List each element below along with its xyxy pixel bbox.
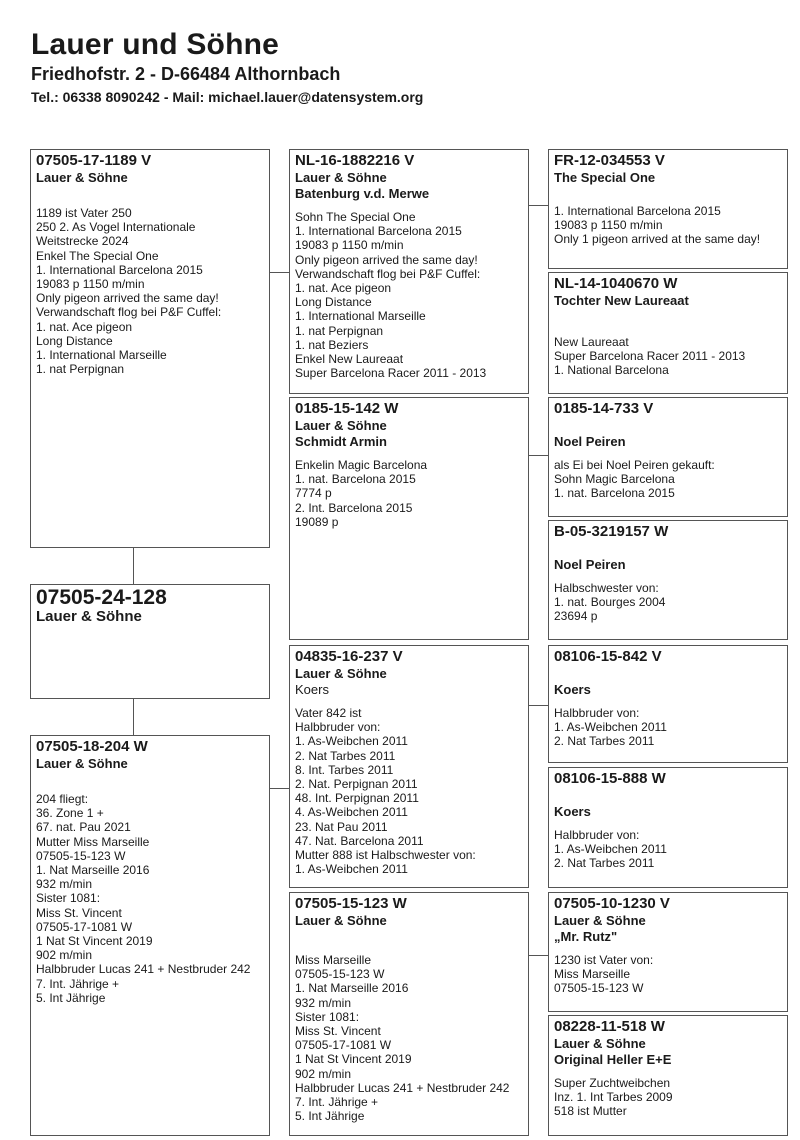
note-line: Only 1 pigeon arrived at the same day!: [554, 232, 761, 247]
sire-sire-owner: Lauer & Söhne: [295, 170, 387, 185]
dam-sire-notes: [295, 706, 523, 876]
gen3-card-4: [548, 520, 788, 640]
gen3-2-notes: [554, 335, 782, 378]
gen3-3-notes: [554, 458, 782, 501]
sire-dam-card: [289, 397, 529, 640]
note-line: 19083 p 1150 m/min: [554, 218, 663, 233]
gen3-8-name: Original Heller E+E: [554, 1052, 672, 1067]
breeder-contact: Tel.: 06338 8090242 - Mail: michael.lauer@datensystem.org: [31, 89, 424, 105]
note-line: Halbbruder Lucas 241 + Nestbruder 242: [295, 1080, 510, 1095]
note-line: Mutter 888 ist Halbschwester von:: [295, 848, 476, 863]
note-line: Verwandschaft flog bei P&F Cuffel:: [295, 266, 481, 281]
sire-dam-ring-number: 0185-15-142 W: [295, 400, 399, 417]
note-line: 1. nat Perpignan: [36, 362, 125, 377]
note-line: 1. Nat Marseille 2016: [36, 863, 150, 878]
note-line: als Ei bei Noel Peiren gekauft:: [554, 458, 715, 472]
subject-owner: Lauer & Söhne: [36, 608, 142, 625]
gen3-2-ring-number: NL-14-1040670 W: [554, 275, 678, 292]
note-line: 1. nat. Bourges 2004: [554, 595, 666, 610]
note-line: Halbbruder von:: [554, 828, 640, 842]
note-line: Inz. 1. Int Tarbes 2009: [554, 1090, 673, 1105]
dam-ring-number: 07505-18-204 W: [36, 738, 148, 755]
note-line: 5. Int Jährige: [36, 990, 106, 1005]
note-line: 4. As-Weibchen 2011: [295, 805, 408, 820]
note-line: 7774 p: [295, 486, 332, 501]
note-line: 1. As-Weibchen 2011: [295, 862, 408, 877]
note-line: 07505-17-1081 W: [295, 1038, 392, 1053]
note-line: Halbbruder Lucas 241 + Nestbruder 242: [36, 962, 251, 977]
gen3-4-ring-number: B-05-3219157 W: [554, 523, 669, 540]
note-line: 1. International Barcelona 2015: [36, 262, 203, 277]
note-line: 67. nat. Pau 2021: [36, 820, 131, 835]
gen3-8-notes: [554, 1076, 782, 1119]
gen3-3-owner: Noel Peiren: [554, 434, 626, 449]
sire-notes: [36, 206, 264, 376]
note-line: Long Distance: [295, 295, 372, 310]
note-line: 8. Int. Tarbes 2011: [295, 762, 394, 777]
note-line: 1. nat Beziers: [295, 337, 369, 352]
gen3-5-owner: Koers: [554, 682, 591, 697]
note-line: 250 2. As Vogel Internationale: [36, 220, 196, 235]
note-line: 1. International Barcelona 2015: [295, 224, 462, 239]
note-line: 518 ist Mutter: [554, 1104, 627, 1119]
note-line: 7. Int. Jährige +: [36, 976, 120, 991]
sire-sire-ring-number: NL-16-1882216 V: [295, 152, 415, 169]
note-line: 07505-15-123 W: [36, 848, 126, 863]
note-line: 902 m/min: [295, 1066, 352, 1081]
connector-dam-gen2: [270, 788, 289, 789]
gen3-1-notes: [554, 204, 782, 247]
gen3-5-notes: [554, 706, 782, 749]
breeder-address: Friedhofstr. 2 - D-66484 Althornbach: [31, 64, 341, 84]
gen3-3-ring-number: 0185-14-733 V: [554, 400, 654, 417]
note-line: Vater 842 ist: [295, 706, 362, 720]
note-line: Enkelin Magic Barcelona: [295, 458, 428, 472]
note-line: 1. International Marseille: [295, 309, 426, 324]
gen3-7-owner: Lauer & Söhne: [554, 913, 646, 928]
dam-owner: Lauer & Söhne: [36, 756, 128, 771]
connector-gen3-c: [529, 705, 548, 706]
gen3-5-ring-number: 08106-15-842 V: [554, 648, 662, 665]
dam-notes: [36, 792, 264, 1005]
note-line: New Laureaat: [554, 335, 629, 349]
gen3-7-notes: [554, 953, 782, 996]
dam-sire-owner: Lauer & Söhne: [295, 666, 387, 681]
dam-dam-ring-number: 07505-15-123 W: [295, 895, 407, 912]
note-line: 07505-17-1081 W: [36, 919, 133, 934]
note-line: 07505-15-123 W: [554, 981, 644, 996]
note-line: Mutter Miss Marseille: [36, 834, 150, 849]
note-line: Verwandschaft flog bei P&F Cuffel:: [36, 305, 222, 320]
gen3-2-owner: Tochter New Laureaat: [554, 293, 689, 308]
gen3-card-2: [548, 272, 788, 394]
note-line: 2. Nat Tarbes 2011: [554, 734, 655, 749]
note-line: Miss Marseille: [295, 953, 372, 967]
note-line: Long Distance: [36, 333, 113, 348]
note-line: 2. Int. Barcelona 2015: [295, 500, 413, 515]
note-line: 23. Nat Pau 2011: [295, 819, 388, 834]
note-line: 1 Nat St Vincent 2019: [36, 934, 153, 949]
note-line: 1. International Barcelona 2015: [554, 204, 721, 218]
note-line: 204 fliegt:: [36, 792, 89, 806]
gen3-4-owner: Noel Peiren: [554, 557, 626, 572]
note-line: 1189 ist Vater 250: [36, 206, 132, 220]
note-line: Miss Marseille: [554, 967, 631, 982]
dam-sire-card: [289, 645, 529, 888]
sire-sire-card: [289, 149, 529, 394]
note-line: 48. Int. Perpignan 2011: [295, 791, 419, 806]
dam-card: [30, 735, 270, 1136]
note-line: Sohn Magic Barcelona: [554, 472, 675, 487]
note-line: Super Barcelona Racer 2011 - 2013: [295, 366, 487, 381]
gen3-7-name: „Mr. Rutz": [554, 929, 618, 944]
gen3-card-5: [548, 645, 788, 763]
breeder-name: Lauer und Söhne: [31, 28, 280, 61]
note-line: 1. As-Weibchen 2011: [554, 842, 667, 857]
note-line: 47. Nat. Barcelona 2011: [295, 833, 424, 848]
sire-ring-number: 07505-17-1189 V: [36, 152, 152, 169]
note-line: Enkel New Laureaat: [295, 352, 404, 367]
gen3-4-notes: [554, 581, 782, 624]
note-line: 1. Nat Marseille 2016: [295, 981, 409, 996]
note-line: 1. National Barcelona: [554, 363, 669, 378]
note-line: 1. As-Weibchen 2011: [554, 720, 667, 735]
sire-dam-notes: [295, 458, 523, 529]
note-line: Enkel The Special One: [36, 248, 159, 263]
note-line: 07505-15-123 W: [295, 967, 385, 982]
note-line: Halbschwester von:: [554, 581, 659, 595]
gen3-1-owner: The Special One: [554, 170, 656, 185]
sire-owner: Lauer & Söhne: [36, 170, 128, 185]
note-line: 1 Nat St Vincent 2019: [295, 1052, 412, 1067]
note-line: 1230 ist Vater von:: [554, 953, 654, 967]
connector-gen3-d: [529, 955, 548, 956]
gen3-card-8: [548, 1015, 788, 1136]
gen3-card-3: [548, 397, 788, 517]
gen3-6-ring-number: 08106-15-888 W: [554, 770, 666, 787]
gen3-card-6: [548, 767, 788, 888]
note-line: Halbbruder von:: [295, 720, 381, 735]
note-line: Miss St. Vincent: [295, 1024, 381, 1039]
dam-dam-owner: Lauer & Söhne: [295, 913, 387, 928]
note-line: Sohn The Special One: [295, 210, 416, 224]
note-line: Super Barcelona Racer 2011 - 2013: [554, 349, 746, 364]
note-line: 5. Int Jährige: [295, 1109, 365, 1124]
gen3-6-owner: Koers: [554, 804, 591, 819]
note-line: 902 m/min: [36, 948, 93, 963]
subject-pigeon-card: [30, 584, 270, 699]
sire-card: [30, 149, 270, 548]
sire-sire-notes: [295, 210, 523, 380]
sire-sire-strain: Batenburg v.d. Merwe: [295, 186, 430, 201]
gen3-8-owner: Lauer & Söhne: [554, 1036, 646, 1051]
connector-gen3-b: [529, 455, 548, 456]
gen3-7-ring-number: 07505-10-1230 V: [554, 895, 670, 912]
note-line: Sister 1081:: [36, 891, 101, 906]
note-line: Only pigeon arrived the same day!: [295, 252, 478, 267]
gen3-card-1: [548, 149, 788, 269]
note-line: 932 m/min: [36, 877, 93, 892]
note-line: 1. nat. Ace pigeon: [295, 281, 392, 296]
note-line: 2. Nat Tarbes 2011: [295, 748, 396, 763]
note-line: Weitstrecke 2024: [36, 234, 129, 249]
note-line: 932 m/min: [295, 995, 352, 1010]
note-line: 23694 p: [554, 609, 598, 624]
dam-dam-card: [289, 892, 529, 1136]
note-line: 2. Nat Tarbes 2011: [554, 856, 655, 871]
gen3-8-ring-number: 08228-11-518 W: [554, 1018, 665, 1035]
note-line: 1. International Marseille: [36, 348, 167, 363]
subject-ring-number: 07505-24-128: [36, 586, 167, 609]
note-line: Only pigeon arrived the same day!: [36, 291, 219, 306]
note-line: 1. nat. Barcelona 2015: [295, 472, 416, 487]
dam-dam-notes: [295, 953, 523, 1123]
connector-gen3-a: [529, 205, 548, 206]
note-line: Sister 1081:: [295, 1009, 360, 1024]
note-line: 7. Int. Jährige +: [295, 1095, 379, 1110]
note-line: 19089 p: [295, 514, 339, 529]
note-line: 19083 p 1150 m/min: [295, 238, 404, 253]
note-line: 2. Nat. Perpignan 2011: [295, 777, 418, 792]
note-line: 19083 p 1150 m/min: [36, 277, 145, 292]
note-line: 1. nat Perpignan: [295, 323, 384, 338]
note-line: Super Zuchtweibchen: [554, 1076, 671, 1090]
dam-sire-strain: Koers: [295, 682, 329, 697]
connector-sire-gen2: [270, 272, 289, 273]
note-line: 1. nat. Barcelona 2015: [554, 486, 675, 501]
note-line: Halbbruder von:: [554, 706, 640, 720]
dam-sire-ring-number: 04835-16-237 V: [295, 648, 403, 665]
gen3-1-ring-number: FR-12-034553 V: [554, 152, 665, 169]
connector-subject-sire: [133, 548, 134, 584]
note-line: Miss St. Vincent: [36, 905, 122, 920]
sire-dam-strain: Schmidt Armin: [295, 434, 387, 449]
gen3-card-7: [548, 892, 788, 1012]
sire-dam-owner: Lauer & Söhne: [295, 418, 387, 433]
note-line: 1. As-Weibchen 2011: [295, 734, 408, 749]
note-line: 36. Zone 1 +: [36, 806, 104, 821]
gen3-6-notes: [554, 828, 782, 871]
note-line: 1. nat. Ace pigeon: [36, 319, 133, 334]
connector-subject-dam: [133, 699, 134, 735]
